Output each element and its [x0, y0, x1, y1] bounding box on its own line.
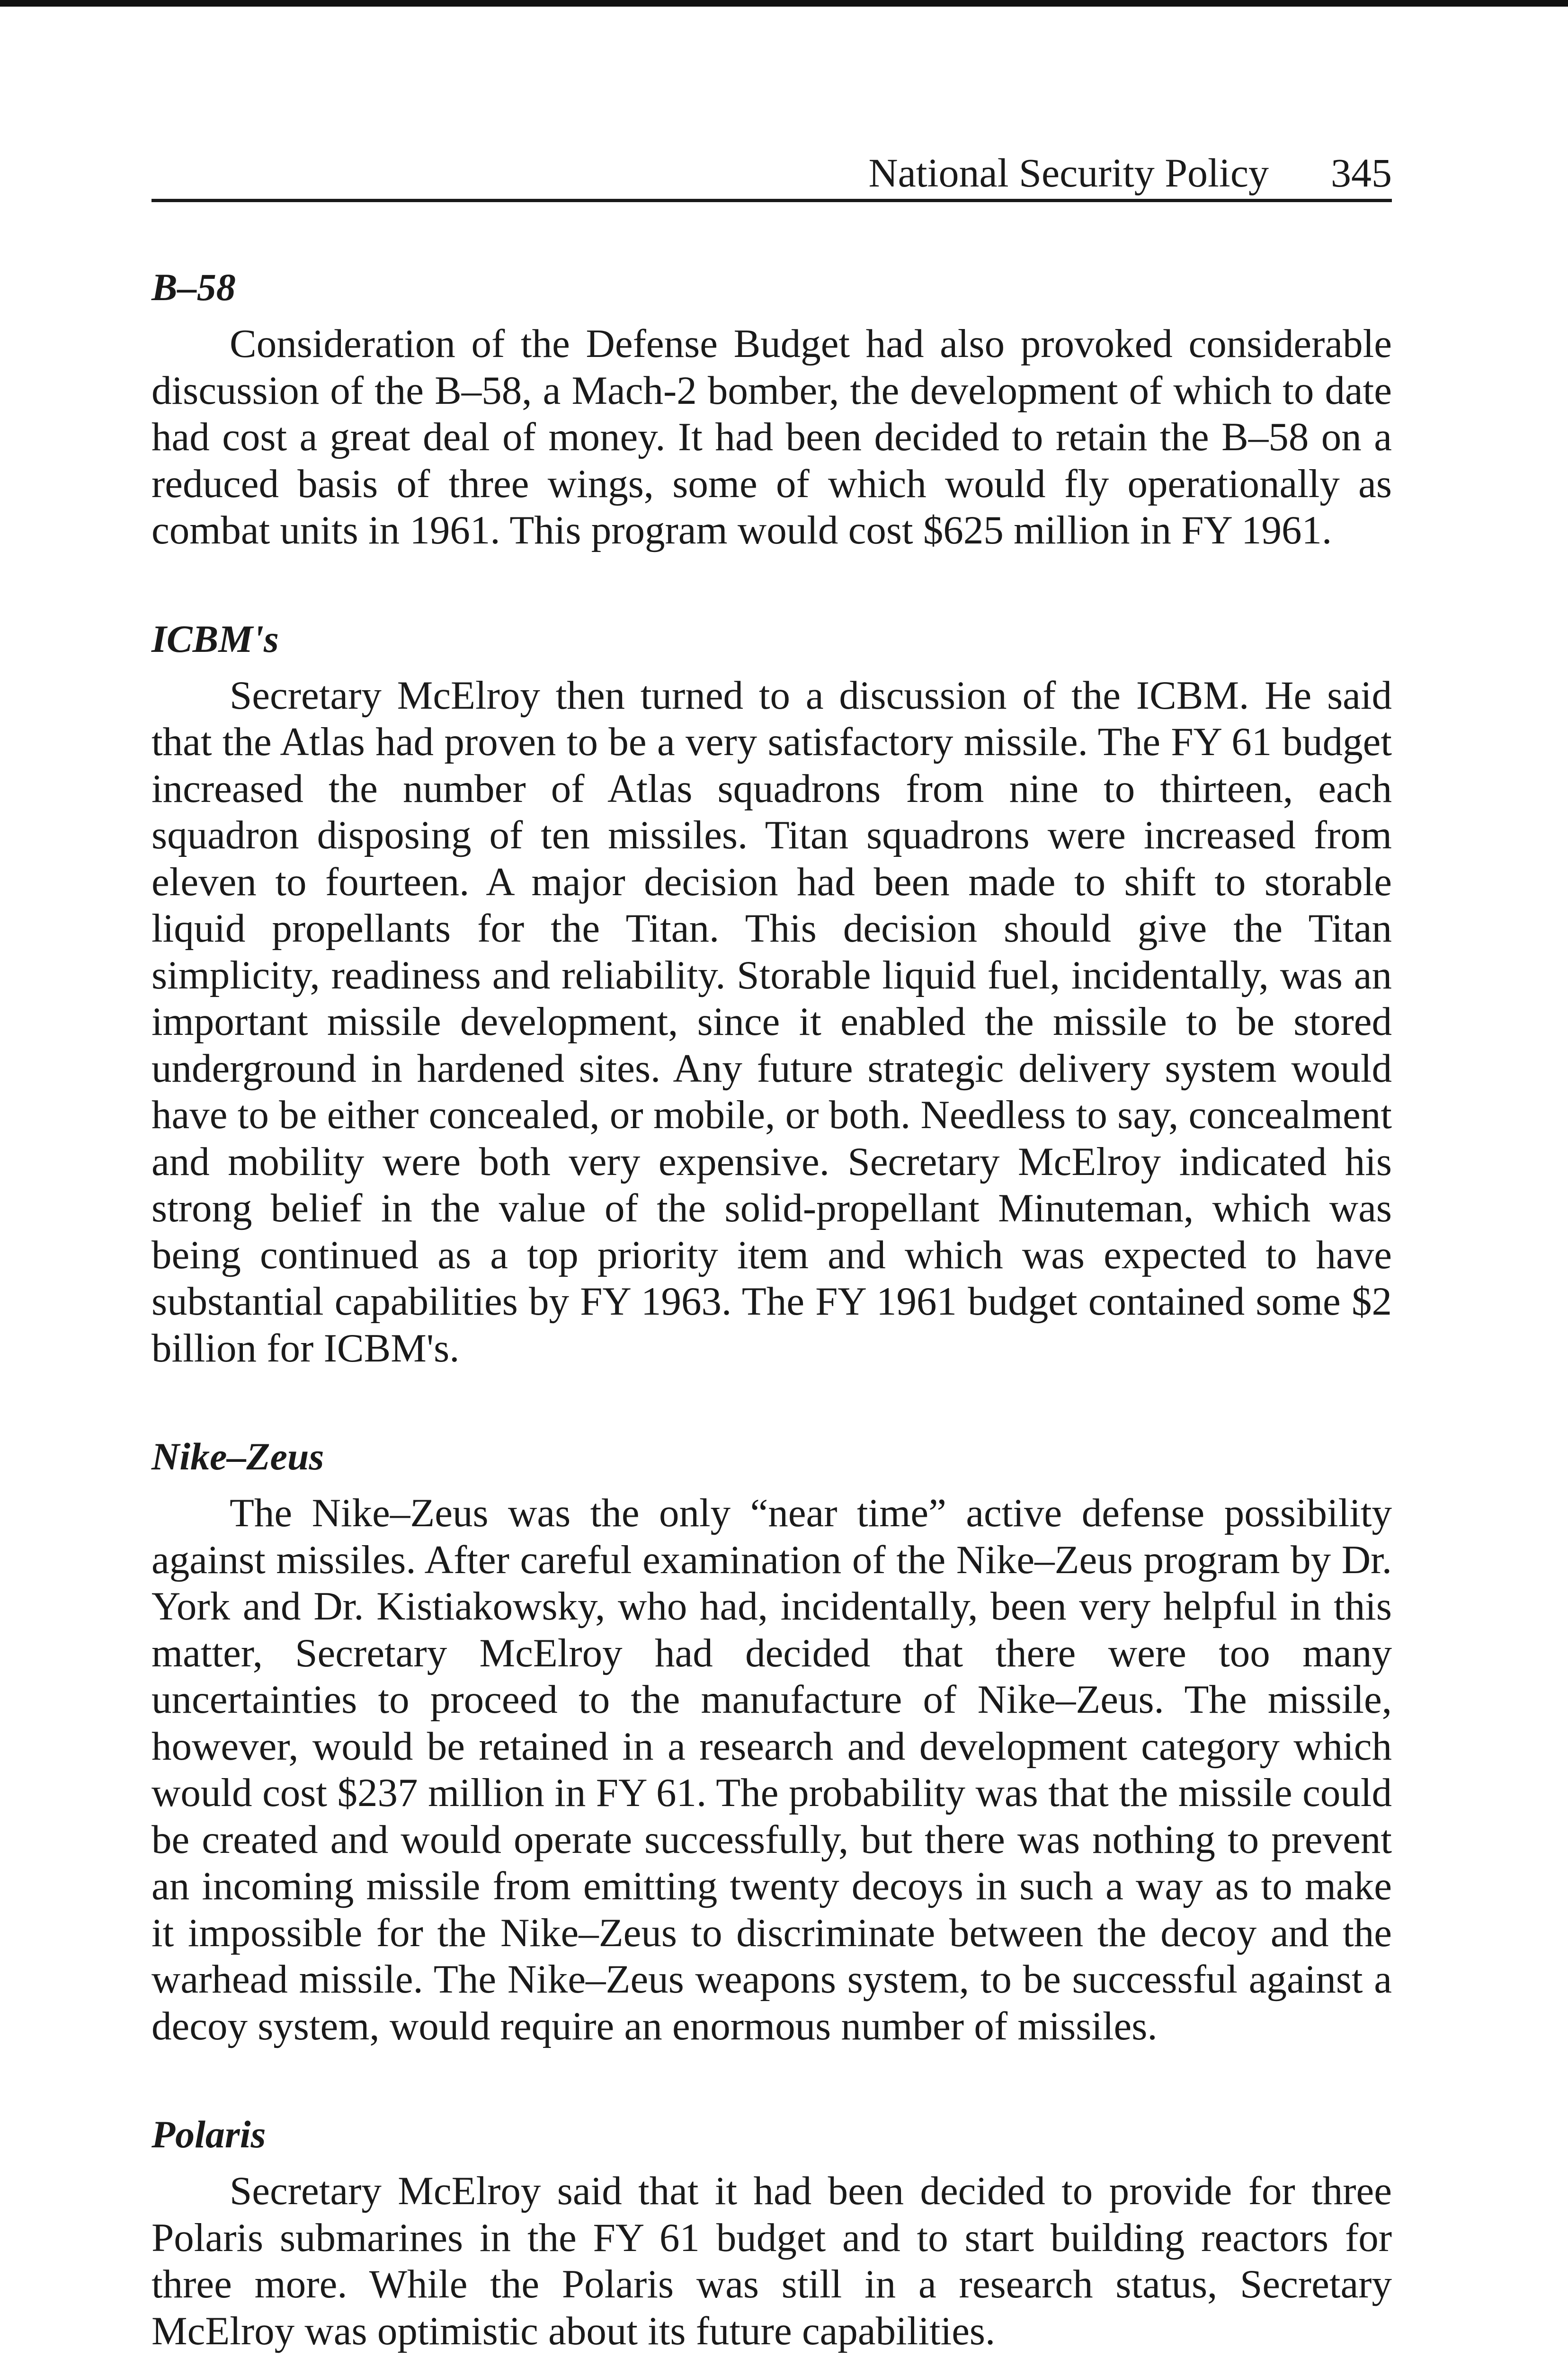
section-polaris [151, 2111, 1392, 2354]
section-nike-zeus [151, 1433, 1392, 2049]
running-header-title: National Security Policy [868, 150, 1269, 196]
section-heading-polaris: Polaris [151, 2113, 266, 2156]
section-heading-icbms: ICBM's [151, 617, 279, 660]
section-body-polaris: Secretary McElroy said that it had been decided to provide for three Polaris submarines in the FY 61 budget and to start building reactors for three more. While the Polaris was still in a research status, Secretary McElroy was optimistic about its future capabilities. [151, 2169, 1392, 2353]
running-header [151, 142, 1392, 202]
section-body-b58: Consideration of the Defense Budget had also provoked considerable discussion of the B–58, a Mach-2 bomber, the development of which to date had cost a great deal of money. It had been decided to retain the B–58 on a reduced basis of three wings, some of which would fly operationally as combat units in 1961. This program would cost $625 million in FY 1961. [151, 321, 1392, 552]
section-icbms [151, 615, 1392, 1372]
section-body-nike-zeus: The Nike–Zeus was the only “near time” active defense possibility against missiles. After careful examination of the Nike–Zeus program by Dr. York and Dr. Kistiakowsky, who had, incidentally, been very helpful in this matter, Secretary McElroy had decided that there were too many uncertainties to proceed to the manufacture of Nike–Zeus. The missile, however, would be retained in a research and development category which would cost $237 million in FY 61. The probability was that the missile could be created and would operate successfully, but there was nothing to prevent an incoming missile from emitting twenty decoys in such a way as to make it impossible for the Nike–Zeus to discriminate between the decoy and the warhead missile. The Nike–Zeus weapons system, to be successful against a decoy system, would require an enormous number of missiles. [151, 1491, 1392, 2048]
section-heading-b58: B–58 [151, 266, 236, 309]
section-body-icbms: Secretary McElroy then turned to a discussion of the ICBM. He said that the Atlas had proven to be a very satisfactory missile. The FY 61 budget increased the number of Atlas squadrons from nine to thirteen, each squadron disposing of ten missiles. Titan squadrons were increased from eleven to fourteen. A major decision had been made to shift to storable liquid propellants for the Titan. This decision should give the Titan simplicity, readiness and reliability. Storable liquid fuel, incidentally, was an important missile development, since it enabled the missile to be stored underground in hardened sites. Any future strategic delivery system would have to be either concealed, or mobile, or both. Needless to say, concealment and mobility were both very expensive. Secretary McElroy indicated his strong belief in the value of the solid-propellant Minuteman, which was being continued as a top priority item and which was expected to have substantial capabilities by FY 1963. The FY 1961 budget contained some $2 billion for ICBM's. [151, 673, 1392, 1370]
document-page [151, 142, 1392, 2354]
page-number: 345 [1331, 150, 1392, 196]
scan-top-edge [0, 0, 1568, 7]
section-b58 [151, 264, 1392, 554]
section-heading-nike-zeus: Nike–Zeus [151, 1435, 324, 1478]
